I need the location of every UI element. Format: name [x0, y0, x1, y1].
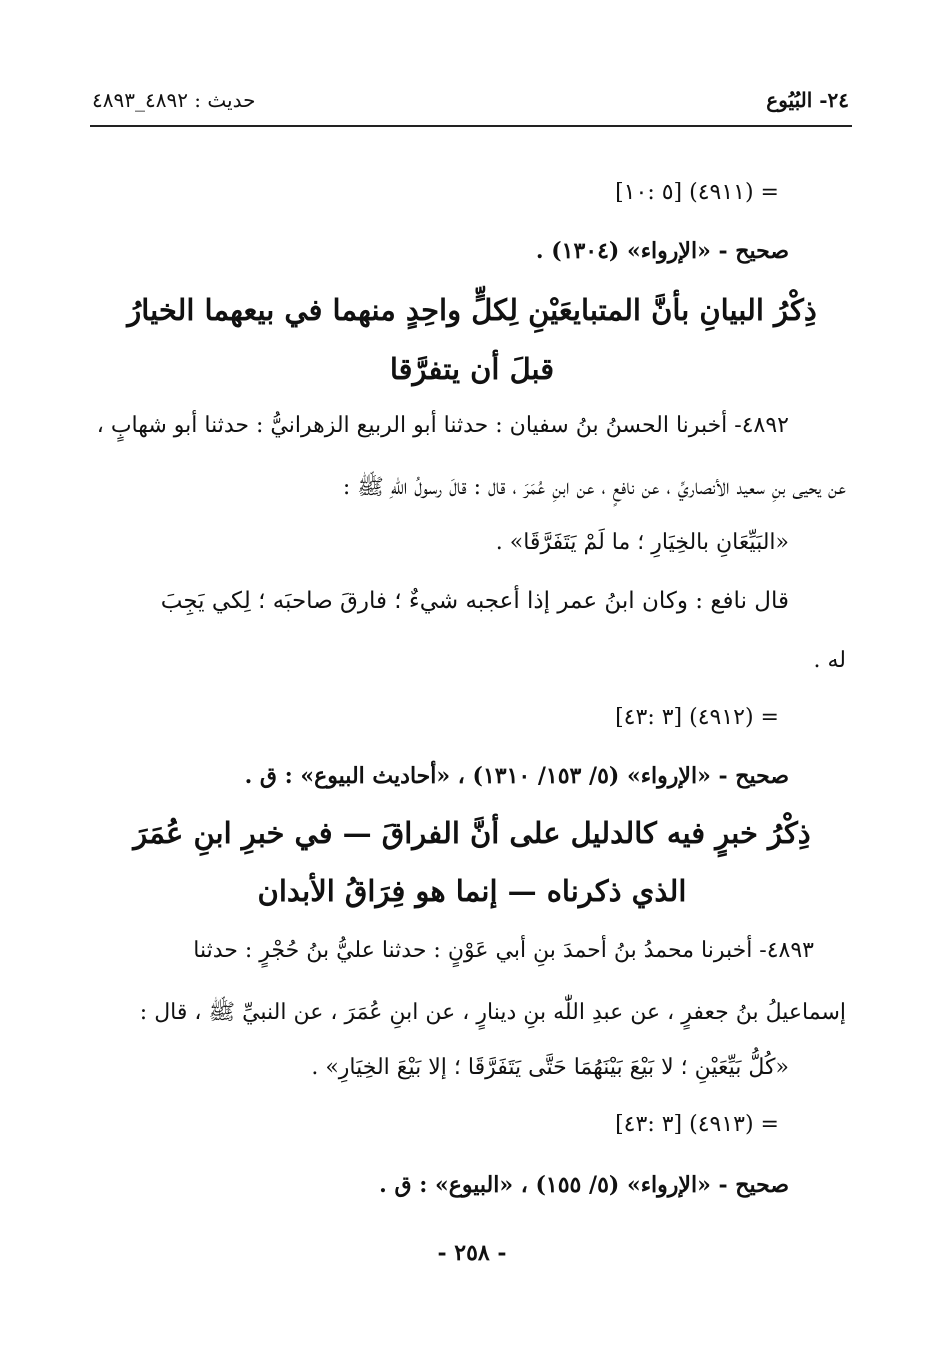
header-rule: [90, 125, 852, 127]
running-header-hadith-range: حديث : ٤٨٩٢_٤٨٩٣: [92, 88, 256, 112]
hadith-4893-matn: «كُلُّ بَيِّعَيْنِ ؛ لا بَيْعَ بَيْنَهُمَا حَتَّى يَتَفَرَّقَا ؛ إلا بَيْعَ الخِيَارِ» .: [311, 1055, 789, 1080]
hadith-4892-note-end: له .: [813, 648, 846, 673]
hadith-4893-text: إسماعيلُ بنُ جعفرٍ ، عن عبدِ اللّٰه بنِ دينارٍ ، عن ابنِ عُمَرَ ، عن النبيِّ ﷺ ، قال :: [139, 1000, 846, 1025]
chapter-title-continued: قبلَ أن يتفرَّقا: [389, 352, 555, 386]
chapter-title-continued: الذي ذكرناه — إنما هو فِرَاقُ الأبدان: [257, 874, 687, 908]
cross-reference-4911: = (٤٩١١) [٥ :١٠]: [615, 180, 779, 205]
hadith-4892-matn: «البَيِّعَانِ بالخِيَارِ ؛ ما لَمْ يَتَفَرَّقَا» .: [495, 530, 789, 555]
grade-line: صحيح - «الإرواء» (١٣٠٤) .: [535, 238, 789, 264]
hadith-4893-text: ٤٨٩٣- أخبرنا محمدُ بنُ أحمدَ بنِ أبي عَوْنٍ : حدثنا عليُّ بنُ حُجْرٍ : حدثنا: [193, 938, 814, 963]
hadith-4892-note: قال نافع : وكان ابنُ عمر إذا أعجبه شيءٌ ؛ فارقَ صاحبَه ؛ لِكي يَجِبَ: [160, 588, 789, 614]
hadith-4892-text: عن يحيى بنِ سعيد الأنصاريِّ ، عن نافعٍ ، عن ابنِ عُمَرَ ، قال : قالَ رسولُ اللّٰهِ ﷺ :: [342, 475, 846, 500]
grade-line: صحيح - «الإرواء» (٥/ ١٥٥) ، «البيوع» : ق .: [379, 1172, 789, 1198]
cross-reference-4912: = (٤٩١٢) [٣ :٤٣]: [615, 705, 779, 730]
running-header-chapter: ٢٤- البُيُوع: [766, 88, 849, 112]
page-number: - ٢٥٨ -: [437, 1240, 507, 1266]
chapter-title: ذِكْرُ خبرٍ فيه كالدليل على أنَّ الفراقَ — في خبرِ ابنِ عُمَرَ: [133, 816, 811, 850]
cross-reference-4913: = (٤٩١٣) [٣ :٤٣]: [615, 1112, 779, 1137]
grade-line: صحيح - «الإرواء» (٥/ ١٥٣/ ١٣١٠) ، «أحاديث البيوع» : ق .: [244, 763, 789, 789]
hadith-4892-text: ٤٨٩٢- أخبرنا الحسنُ بنُ سفيان : حدثنا أبو الربيع الزهرانيُّ : حدثنا أبو شهابٍ ،: [96, 413, 789, 438]
chapter-title: ذِكْرُ البيانِ بأنَّ المتبايعَيْنِ لِكلٍّ واحِدٍ منهما في بيعهما الخيارُ: [127, 293, 817, 327]
